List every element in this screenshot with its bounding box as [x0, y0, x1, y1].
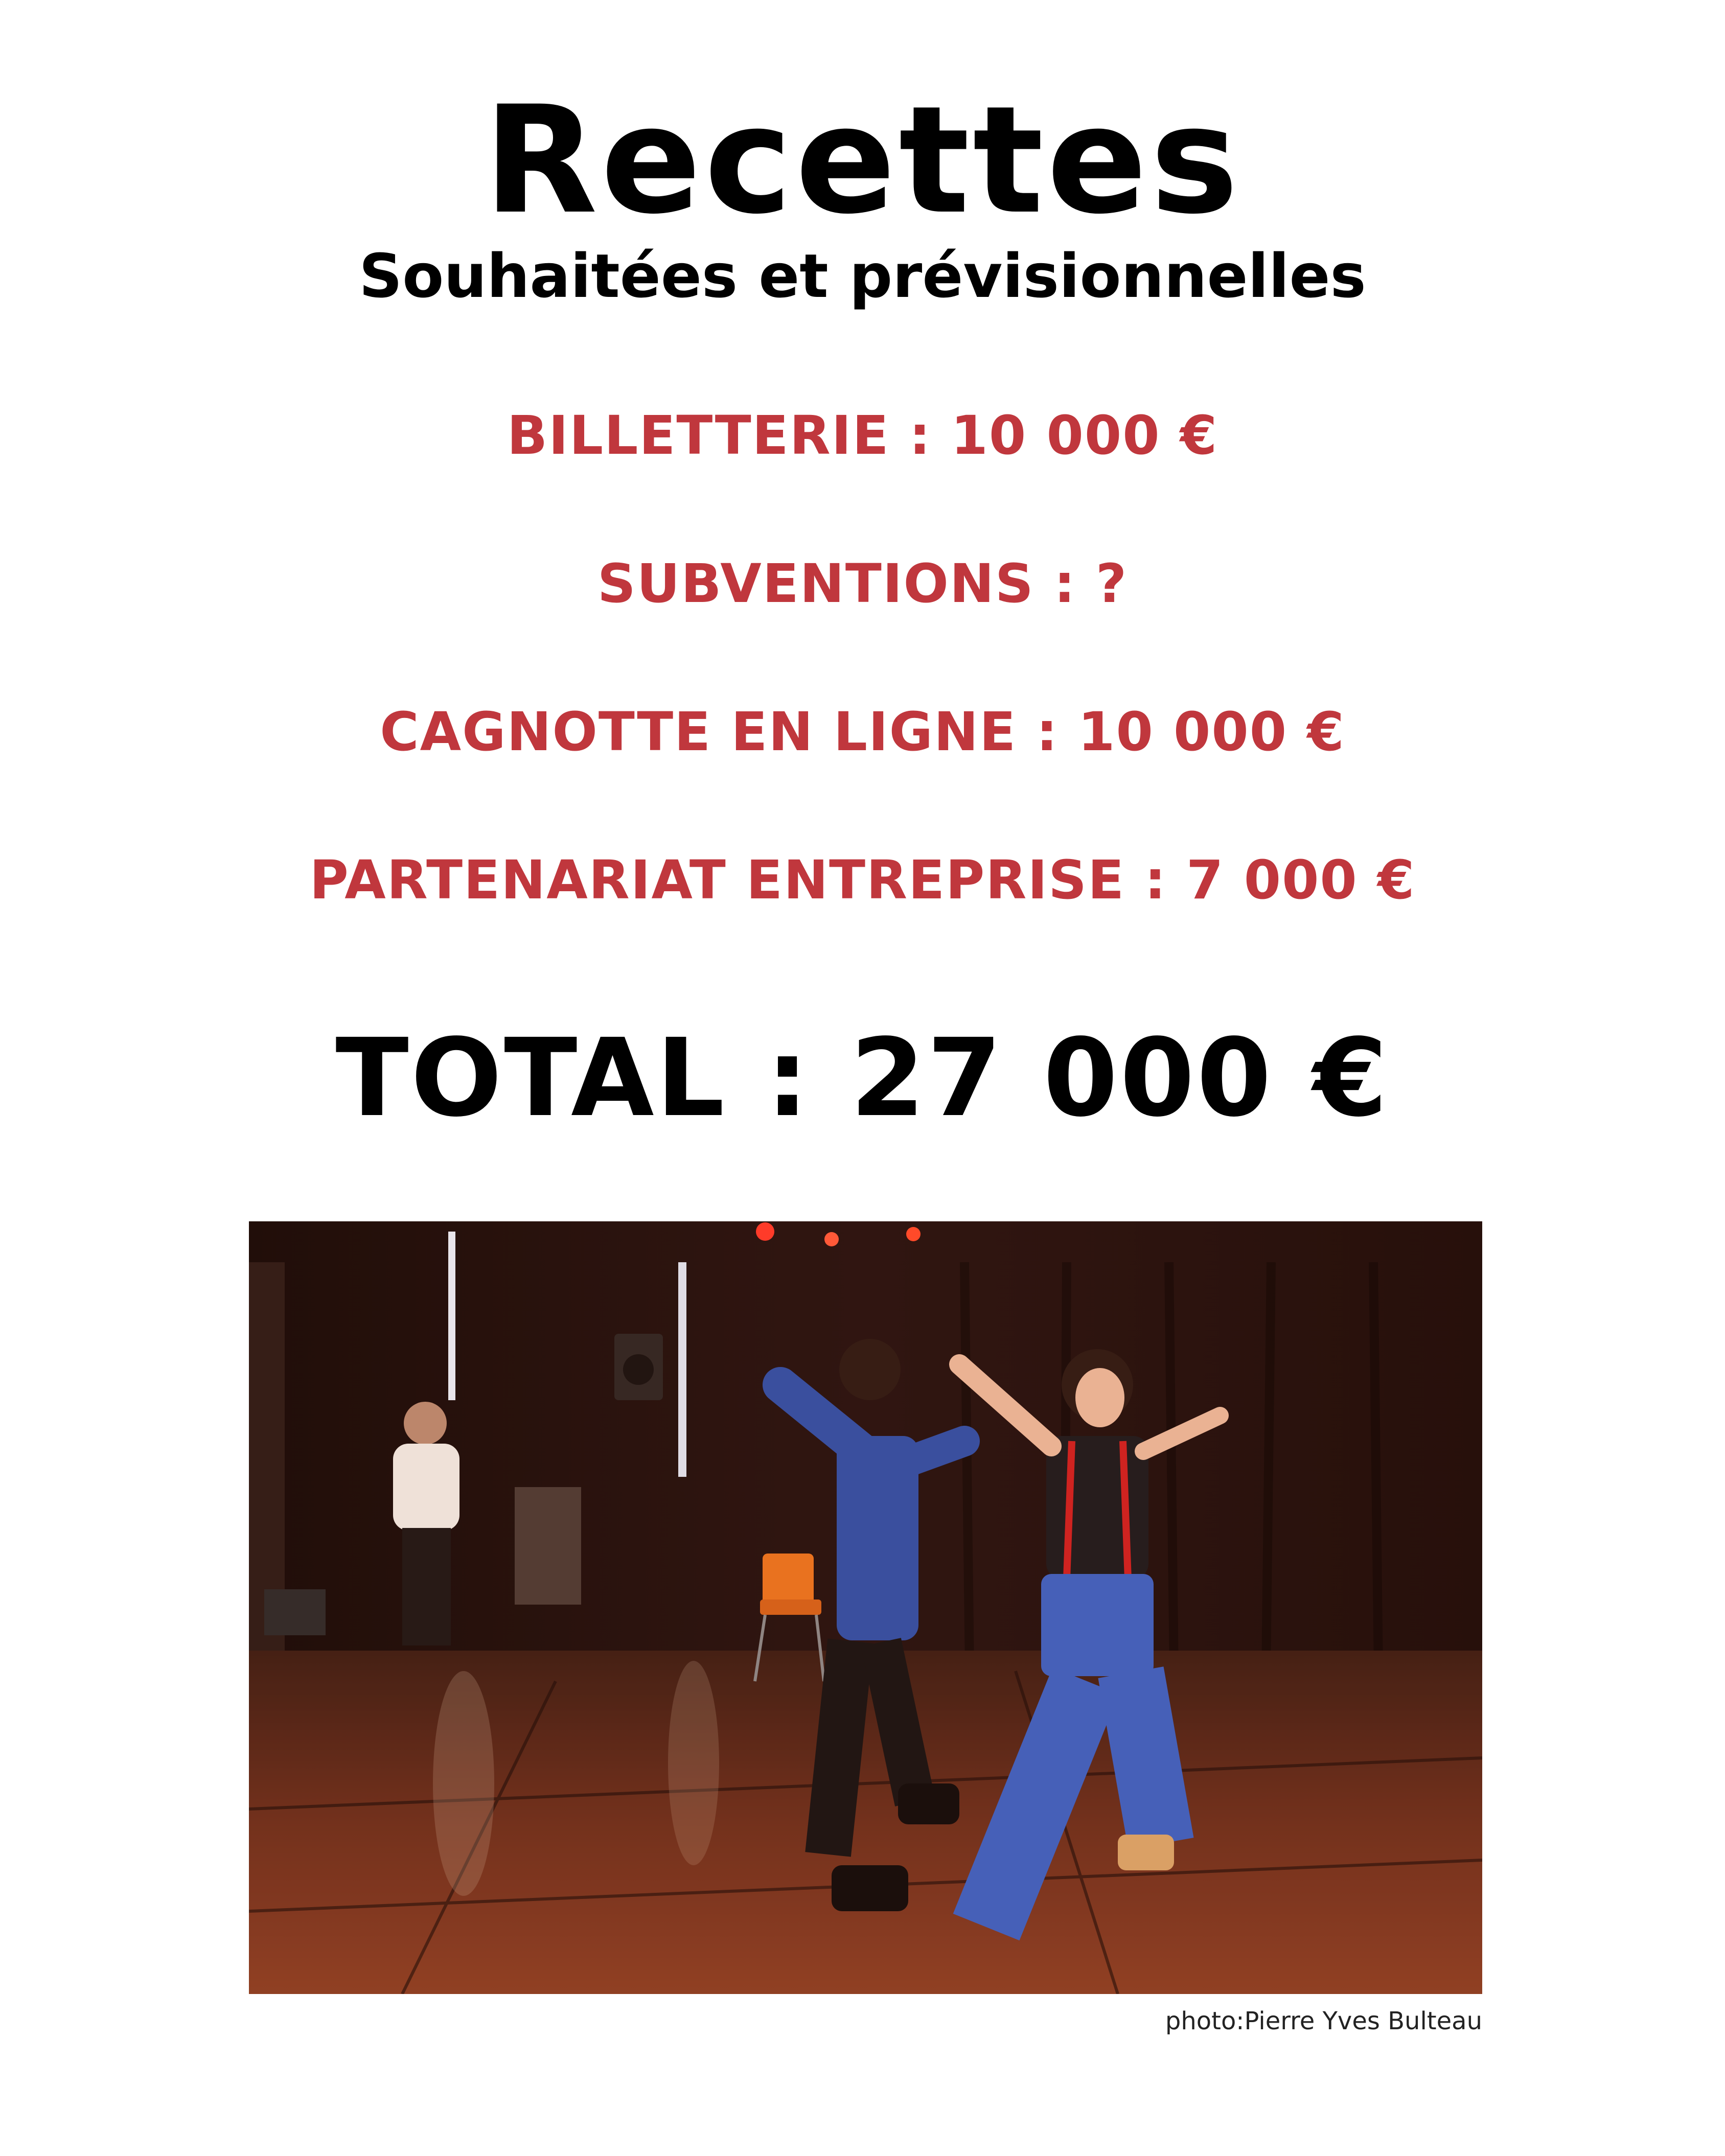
stage-performance-photo	[249, 1221, 1482, 1994]
photo-credit: photo:Pierre Yves Bulteau	[1165, 2007, 1482, 2035]
revenue-line-partenariat: PARTENARIAT ENTREPRISE : 7 000 €	[309, 849, 1416, 911]
total-amount: TOTAL : 27 000 €	[335, 1015, 1390, 1141]
revenue-line-subventions: SUBVENTIONS : ?	[597, 552, 1128, 615]
page-subtitle: Souhaitées et prévisionnelles	[359, 241, 1366, 311]
page-title: Recettes	[483, 75, 1242, 247]
revenue-line-billetterie: BILLETTERIE : 10 000 €	[507, 404, 1218, 467]
revenue-line-cagnotte: CAGNOTTE EN LIGNE : 10 000 €	[380, 701, 1345, 763]
